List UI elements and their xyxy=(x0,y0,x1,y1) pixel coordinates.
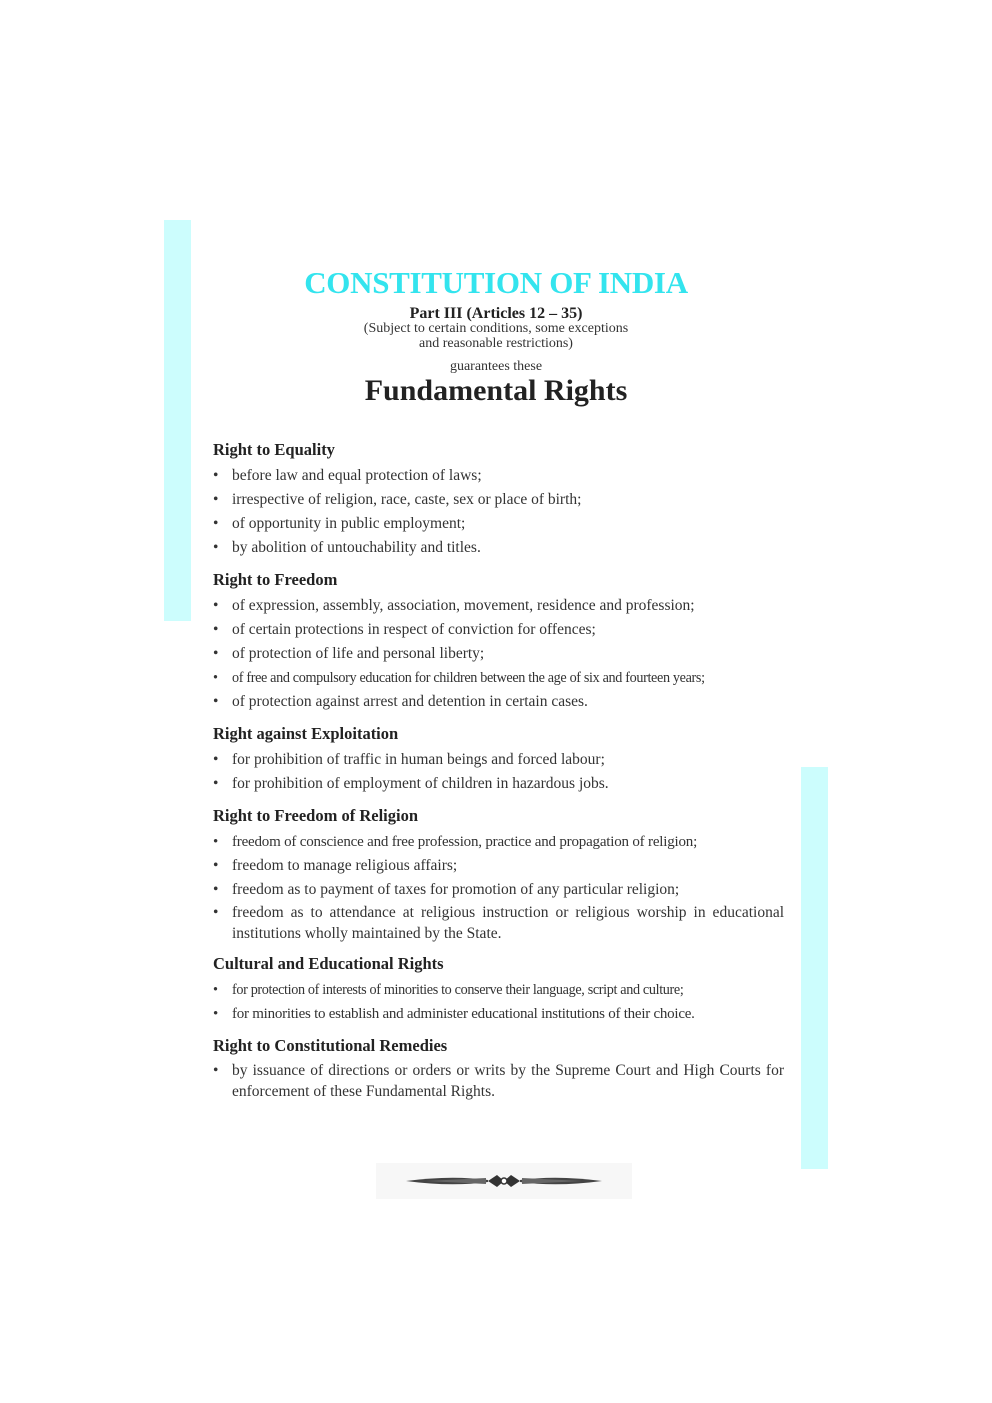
list-item xyxy=(213,748,784,772)
bullet-icon: • xyxy=(213,1006,219,1022)
ornament-divider-icon xyxy=(376,1163,632,1199)
list-item xyxy=(213,1002,784,1026)
list-item xyxy=(213,854,784,878)
bullet-list xyxy=(213,1060,784,1102)
bullet-icon: • xyxy=(213,751,219,768)
list-item-text: by issuance of directions or orders or writs by the Supreme Court and High Courts for enforcement of these Fundamental Rights. xyxy=(232,1062,784,1100)
list-item-text: by abolition of untouchability and titles. xyxy=(232,539,481,556)
list-item-text: of opportunity in public employment; xyxy=(232,515,466,532)
section-heading: Cultural and Educational Rights xyxy=(213,954,444,973)
section-right-to-freedom-of-religion xyxy=(213,806,784,944)
list-item-text: for protection of interests of minorities to conserve their language, script and culture; xyxy=(232,982,684,998)
section-right-to-constitutional-remedies xyxy=(213,1036,784,1102)
section-right-to-equality xyxy=(213,440,784,560)
list-item xyxy=(213,594,784,618)
list-item-text: for prohibition of employment of children in hazardous jobs. xyxy=(232,775,609,792)
list-item-text: freedom as to payment of taxes for promotion of any particular religion; xyxy=(232,881,680,898)
bullet-icon: • xyxy=(213,982,218,998)
bullet-icon: • xyxy=(213,597,219,614)
bullet-icon: • xyxy=(213,645,219,662)
rights-list xyxy=(213,440,784,1112)
list-item xyxy=(213,488,784,512)
list-item-text: freedom as to attendance at religious instruction or religious worship in educational institutions wholly maintained by the State. xyxy=(232,904,784,942)
list-item-text: irrespective of religion, race, caste, sex or place of birth; xyxy=(232,491,582,508)
right-decorative-bar xyxy=(801,767,828,1169)
bullet-icon: • xyxy=(213,1062,219,1079)
bullet-icon: • xyxy=(213,539,219,556)
bullet-list xyxy=(213,830,784,944)
bullet-icon: • xyxy=(213,834,219,850)
list-item xyxy=(213,666,784,690)
list-item xyxy=(213,512,784,536)
section-heading: Right to Freedom xyxy=(213,570,338,589)
bullet-icon: • xyxy=(213,491,219,508)
section-cultural-and-educational-rights xyxy=(213,954,784,1026)
list-item xyxy=(213,536,784,560)
conditions-line-1: (Subject to certain conditions, some exceptions xyxy=(363,321,629,336)
bullet-list xyxy=(213,748,784,796)
list-item-text: of protection of life and personal liberty; xyxy=(232,645,485,662)
guarantees-text: guarantees these xyxy=(449,359,543,374)
list-item-text: of protection against arrest and detention in certain cases. xyxy=(232,693,588,710)
list-item xyxy=(213,618,784,642)
list-item xyxy=(213,690,784,714)
conditions-line-2: and reasonable restrictions) xyxy=(419,336,573,351)
section-heading: Right to Equality xyxy=(213,440,335,459)
conditions-note xyxy=(0,321,992,351)
list-item-text: of certain protections in respect of conviction for offences; xyxy=(232,621,596,638)
list-item-text: for prohibition of traffic in human beings and forced labour; xyxy=(232,751,605,768)
bullet-icon: • xyxy=(213,693,219,710)
list-item xyxy=(213,772,784,796)
list-item-text: for minorities to establish and administer educational institutions of their choice. xyxy=(232,1006,695,1022)
bullet-list xyxy=(213,594,784,714)
section-heading: Right to Freedom of Religion xyxy=(213,806,419,825)
list-item-text: freedom of conscience and free profession, practice and propagation of religion; xyxy=(232,834,698,850)
part-reference: Part III (Articles 12 – 35) xyxy=(409,305,583,322)
list-item xyxy=(213,830,784,854)
bullet-icon: • xyxy=(213,857,219,874)
list-item xyxy=(213,1060,784,1102)
list-item-text: before law and equal protection of laws; xyxy=(232,467,482,484)
bullet-icon: • xyxy=(213,621,219,638)
bullet-icon: • xyxy=(213,881,219,898)
bullet-icon: • xyxy=(213,904,219,921)
section-heading: Right to Constitutional Remedies xyxy=(213,1036,448,1055)
section-right-to-freedom xyxy=(213,570,784,714)
page-title: CONSTITUTION OF INDIA xyxy=(304,265,688,300)
fundamental-rights-heading: Fundamental Rights xyxy=(364,374,628,407)
bullet-icon: • xyxy=(213,775,219,792)
bullet-list xyxy=(213,978,784,1026)
list-item-text: of free and compulsory education for children between the age of six and fourteen years; xyxy=(232,670,705,686)
bullet-icon: • xyxy=(213,670,218,686)
list-item xyxy=(213,902,784,944)
list-item xyxy=(213,464,784,488)
bullet-icon: • xyxy=(213,467,219,484)
list-item-text: freedom to manage religious affairs; xyxy=(232,857,458,874)
list-item xyxy=(213,978,784,1002)
list-item xyxy=(213,878,784,902)
bullet-list xyxy=(213,464,784,560)
list-item-text: of expression, assembly, association, movement, residence and profession; xyxy=(232,597,695,614)
section-heading: Right against Exploitation xyxy=(213,724,399,743)
section-right-against-exploitation xyxy=(213,724,784,796)
bullet-icon: • xyxy=(213,515,219,532)
list-item xyxy=(213,642,784,666)
